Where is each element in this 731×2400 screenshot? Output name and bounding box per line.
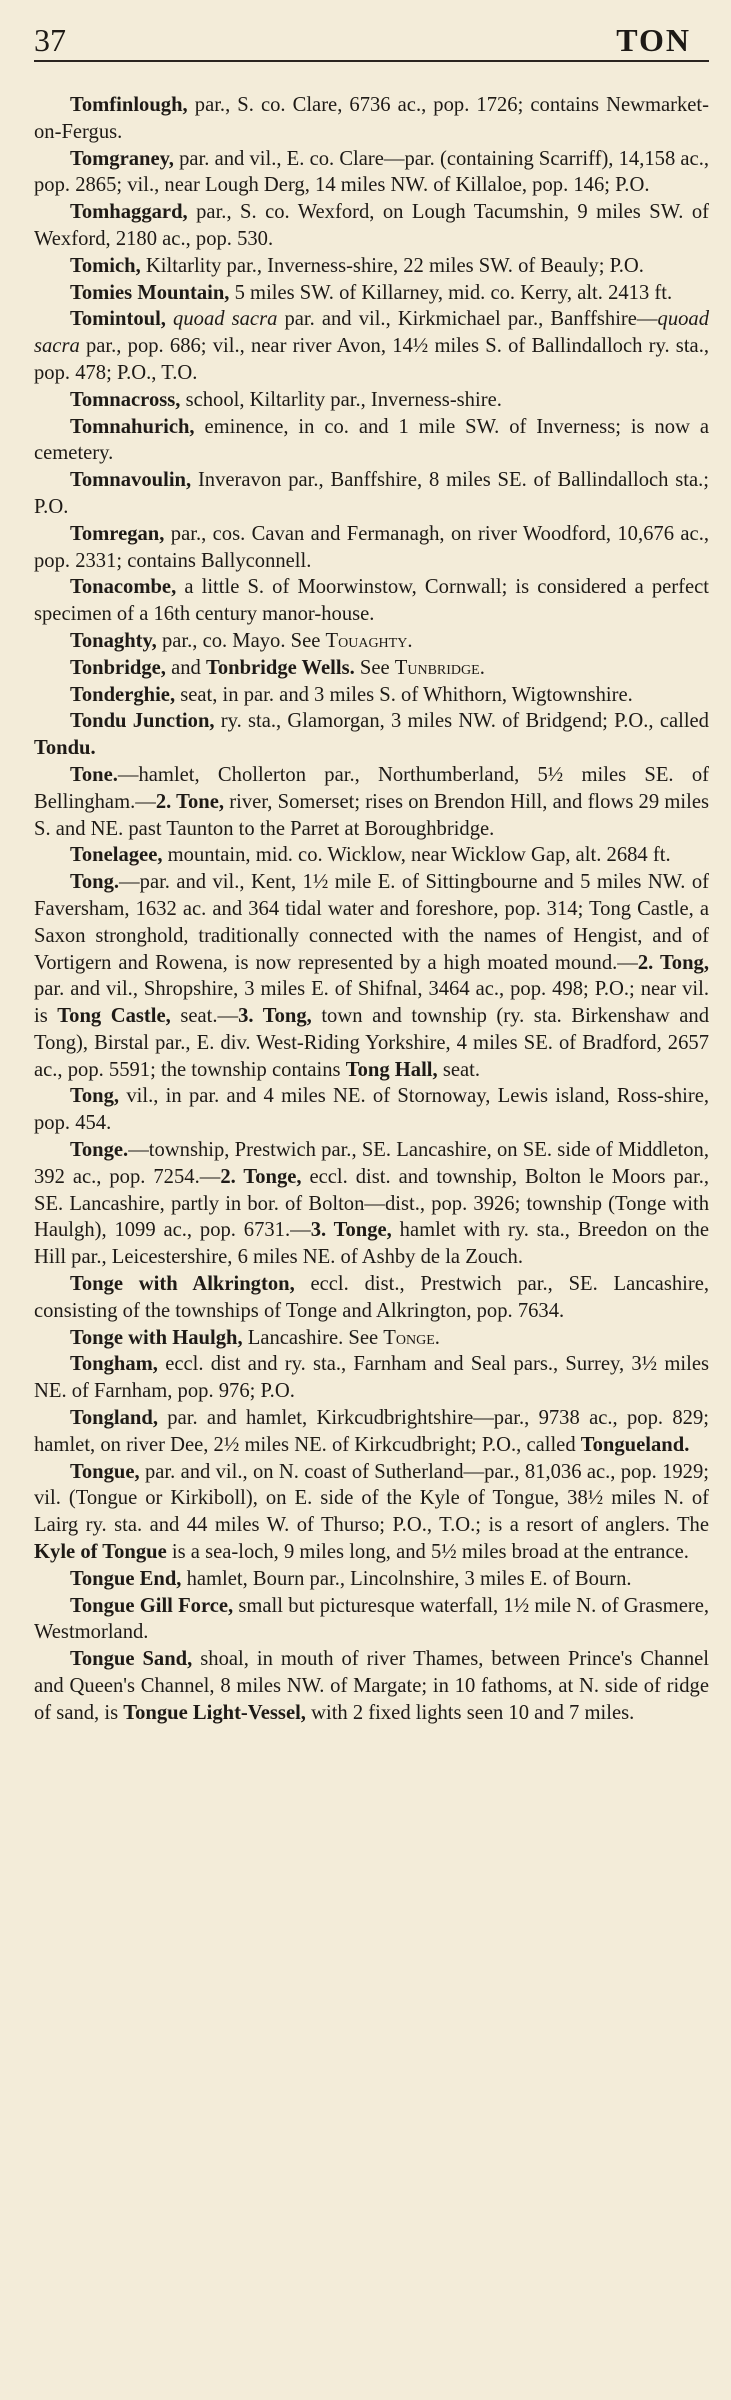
entry-headword: Tongueland. bbox=[580, 1433, 690, 1456]
entry-text: par. and vil., on N. coast of Sutherland—par., 81,036 ac., pop. 1929; vil. (Tongue or Kirkiboll), on E. side of the Kyle of Tongue, 38½ miles N. of Lairg ry. sta. and 44 miles W. of Thurso; bbox=[34, 1460, 709, 1537]
entry-headword: Tondu. bbox=[34, 737, 96, 760]
gazetteer-entry bbox=[34, 521, 709, 575]
gazetteer-entry bbox=[34, 146, 709, 200]
entry-text: is a sea-loch, 9 miles long, and 5½ miles broad at the entrance. bbox=[166, 1541, 689, 1564]
gazetteer-entry bbox=[34, 1405, 709, 1459]
entry-text: par., pop. 686; vil., near river Avon, 14½ miles S. of Ballindalloch ry. sta., pop. 478; bbox=[34, 335, 709, 384]
entry-text: hamlet with ry. sta., Breedon on the Hill par., Leicestershire, 6 miles NE. of Ashby de la Zouch. bbox=[34, 1219, 709, 1269]
entry-text: Kiltarlity par., Inverness-shire, 22 miles SW. of Beauly; bbox=[140, 254, 610, 277]
entry-text: with 2 fixed lights seen 10 and 7 miles. bbox=[305, 1701, 635, 1724]
entry-headword: Tonacombe, bbox=[70, 576, 177, 599]
page-header bbox=[34, 0, 709, 56]
entry-headword: Tong, bbox=[70, 1085, 120, 1108]
entry-text: eccl. dist and ry. sta., Farnham and Seal pars., Surrey, 3½ miles NE. of Farnham, pop. 976; bbox=[34, 1353, 709, 1403]
entry-text: mountain, mid. co. Wicklow, near Wicklow Gap, alt. 2684 ft. bbox=[162, 844, 671, 867]
entry-headword: Tonge with Alkrington, bbox=[70, 1273, 295, 1296]
entry-abbreviation: P.O. bbox=[34, 495, 69, 518]
entry-text: Inveravon par., Banffshire, 8 miles SE. of Ballindalloch sta.; bbox=[191, 469, 709, 492]
entry-text: vil., in par. and 4 miles NE. of Stornoway, Lewis island, Ross-shire, pop. 454. bbox=[34, 1085, 709, 1135]
entry-text: hamlet, Bourn par., Lincolnshire, 3 miles E. of Bourn. bbox=[181, 1567, 632, 1590]
entry-abbreviation: Touaghty. bbox=[325, 629, 413, 652]
entry-text: par. and hamlet, Kirkcudbrightshire—par., 9738 ac., pop. 829; hamlet, on river Dee, 2½ miles NE. of Kirkcudbright; bbox=[34, 1407, 709, 1456]
gazetteer-entry bbox=[34, 762, 709, 842]
entry-text: ry. sta., Glamorgan, 3 miles NW. of Bridgend; bbox=[214, 710, 615, 733]
entry-text: par. and vil., Kirkmichael par., Banffshire— bbox=[277, 308, 658, 331]
entry-text: a little S. of Moorwinstow, Cornwall; is considered a perfect specimen of a 16th century manor-house. bbox=[34, 576, 709, 626]
gazetteer-entry bbox=[34, 253, 709, 280]
entry-headword: Tomich, bbox=[70, 254, 141, 277]
entry-text: called bbox=[521, 1433, 581, 1456]
entry-text: eccl. dist., Prestwich par., SE. Lancashire, consisting of the townships of Tonge and Alkrington, pop. 7634. bbox=[34, 1273, 709, 1322]
entry-text: seat.— bbox=[170, 1005, 239, 1028]
entry-headword: Tomnavoulin, bbox=[70, 469, 192, 492]
entry-italic-text: quoad sacra bbox=[173, 308, 278, 331]
entry-abbreviation: Tonge. bbox=[383, 1326, 440, 1349]
entry-text: par., S. co. Clare, 6736 ac., pop. 1726; contains Newmarket-on-Fergus. bbox=[34, 94, 709, 143]
entry-text: par. and vil., Shropshire, 3 miles E. of Shifnal, 3464 ac., pop. 498; bbox=[34, 978, 595, 1001]
entry-text: town and township (ry. sta. Birkenshaw and Tong), Birstal par., E. div. West-Riding Yorkshire, 4 miles SE. of Bradford, 2657 ac., pop. 5591; the township contains bbox=[34, 1005, 710, 1081]
gazetteer-entry bbox=[34, 1351, 709, 1405]
entry-headword: Tonderghie, bbox=[70, 683, 176, 706]
entry-headword: Tomintoul, bbox=[70, 308, 166, 331]
page-number: 37 bbox=[34, 22, 66, 58]
entry-headword: Tongue End, bbox=[70, 1567, 182, 1590]
entry-text: shoal, in mouth of river Thames, between Prince's Channel and Queen's Channel, 8 miles NW. of Margate; in 10 fathoms, at N. side of ridge of sand, is bbox=[34, 1648, 709, 1724]
entry-text: 5 miles SW. of Killarney, mid. co. Kerry, alt. 2413 ft. bbox=[229, 281, 673, 304]
entry-text: Lancashire. See bbox=[242, 1326, 384, 1349]
entry-headword: Tomregan, bbox=[70, 522, 165, 545]
entry-text: small but picturesque waterfall, 1½ mile N. of Grasmere, Westmorland. bbox=[34, 1594, 709, 1644]
gazetteer-entry bbox=[34, 1137, 709, 1271]
entry-text: eminence, in co. and 1 mile SW. of Inverness; is now a cemetery. bbox=[34, 415, 709, 465]
entry-text: school, Kiltarlity par., Inverness-shire. bbox=[180, 388, 502, 411]
entry-headword: Tongue, bbox=[70, 1460, 140, 1483]
entry-text: —township, Prestwich par., SE. Lancashire, on SE. side of Middleton, 392 ac., pop. 7254.— bbox=[34, 1139, 709, 1188]
gazetteer-entry bbox=[34, 1325, 709, 1352]
entry-headword: Tonaghty, bbox=[70, 629, 157, 652]
entry-text: river, Somerset; rises on Brendon Hill, and flows 29 miles S. and NE. past Taunton to the Parret at Boroughbridge. bbox=[34, 790, 709, 840]
header-rule bbox=[34, 60, 709, 62]
entry-headword: Tongue Gill Force, bbox=[70, 1594, 234, 1617]
gazetteer-entry bbox=[34, 574, 709, 628]
entry-text: eccl. dist. and township, Bolton le Moors par., SE. Lancashire, partly in bor. of Bolton—dist., pop. 3926; township (Tonge with Haulgh), 1099 ac., pop. 6731.— bbox=[34, 1165, 709, 1242]
entry-text: par. and vil., E. co. Clare—par. (containing Scarriff), 14,158 ac., pop. 2865; vil., near Lough Derg, 14 miles NW. of Killaloe, pop. 146; bbox=[34, 147, 709, 197]
gazetteer-entry bbox=[34, 1459, 709, 1566]
entry-abbreviation: P.O. bbox=[260, 1380, 295, 1403]
entry-headword: Tone. bbox=[70, 763, 118, 786]
gazetteer-entry bbox=[34, 682, 709, 709]
gazetteer-entry bbox=[34, 1083, 709, 1137]
entry-headword: Tomnahurich, bbox=[70, 415, 195, 438]
entry-headword: Tonbridge Wells. bbox=[205, 656, 355, 679]
gazetteer-entry bbox=[34, 92, 709, 146]
gazetteer-entry bbox=[34, 655, 709, 682]
entry-abbreviation: P.O. bbox=[609, 254, 644, 277]
entry-headword: Tonbridge, bbox=[70, 656, 166, 679]
running-head: TON bbox=[616, 22, 691, 58]
entry-headword: Tong Castle, bbox=[57, 1005, 171, 1028]
entry-headword: 2. Tone, bbox=[155, 790, 225, 813]
entry-text: par., co. Mayo. See bbox=[156, 629, 326, 652]
entry-abbreviation: P.O., T.O. bbox=[116, 361, 198, 384]
gazetteer-entry bbox=[34, 869, 709, 1083]
entry-headword: Kyle of Tongue bbox=[34, 1541, 167, 1564]
entry-headword: Tongue Light-Vessel, bbox=[123, 1701, 306, 1724]
gazetteer-entry bbox=[34, 1566, 709, 1593]
entry-text: near vil. is bbox=[34, 978, 709, 1028]
entry-headword: Tonge. bbox=[70, 1139, 129, 1162]
entry-headword: 2. Tong, bbox=[637, 951, 709, 974]
entry-text: called bbox=[653, 710, 709, 733]
gazetteer-entry bbox=[34, 842, 709, 869]
entry-abbreviation: P.O.; bbox=[594, 978, 635, 1001]
entry-headword: Tomhaggard, bbox=[70, 201, 188, 224]
entry-headword: Tonelagee, bbox=[70, 844, 163, 867]
gazetteer-entry bbox=[34, 306, 709, 386]
entry-headword: Tonge with Haulgh, bbox=[70, 1326, 243, 1349]
entry-headword: Tomgraney, bbox=[70, 147, 174, 170]
gazetteer-entry bbox=[34, 414, 709, 468]
gazetteer-entry bbox=[34, 628, 709, 655]
gazetteer-entry bbox=[34, 387, 709, 414]
entry-headword: 2. Tonge, bbox=[220, 1165, 302, 1188]
entry-abbreviation: P.O., bbox=[614, 710, 654, 733]
entry-headword: Tongue Sand, bbox=[70, 1648, 193, 1671]
entry-text: seat. bbox=[437, 1058, 481, 1081]
entry-italic-text: quoad sacra bbox=[34, 308, 709, 358]
entry-text: —par. and vil., Kent, 1½ mile E. of Sittingbourne and 5 miles NW. of Faversham, 1632 ac. and 364 tidal water and foreshore, pop. 314; Tong Castle, a Saxon stronghold, traditionally connected with the names of Hengist, and of Vortigern and Rowena, is now represented by a high moated mound.— bbox=[34, 871, 709, 974]
entry-headword: Tong Hall, bbox=[345, 1058, 438, 1081]
gazetteer-entry bbox=[34, 280, 709, 307]
entry-headword: 3. Tong, bbox=[238, 1005, 312, 1028]
entry-text: par., cos. Cavan and Fermanagh, on river Woodford, 10,676 ac., pop. 2331; contains Ballyconnell. bbox=[34, 522, 709, 572]
entry-headword: Tongland, bbox=[70, 1407, 158, 1430]
entry-abbreviation: P.O., T.O.; bbox=[392, 1514, 482, 1537]
entry-text: is a resort of anglers. The bbox=[481, 1514, 709, 1537]
entry-list bbox=[34, 92, 709, 1727]
gazetteer-entry bbox=[34, 1646, 709, 1726]
gazetteer-entry bbox=[34, 199, 709, 253]
entry-text: See bbox=[354, 656, 395, 679]
entry-abbreviation: Tunbridge. bbox=[394, 656, 485, 679]
entry-headword: Tondu Junction, bbox=[70, 710, 215, 733]
entry-headword: Tomfinlough, bbox=[70, 94, 188, 116]
gazetteer-entry bbox=[34, 467, 709, 521]
entry-headword: Tomies Mountain, bbox=[70, 281, 230, 304]
entry-headword: Tong. bbox=[70, 871, 120, 894]
entry-text: par., S. co. Wexford, on Lough Tacumshin, 9 miles SW. of Wexford, 2180 ac., pop. 530. bbox=[34, 201, 709, 250]
gazetteer-entry bbox=[34, 708, 709, 762]
entry-headword: Tongham, bbox=[70, 1353, 158, 1376]
entry-abbreviation: P.O., bbox=[481, 1433, 522, 1456]
entry-text bbox=[166, 308, 173, 330]
gazetteer-entry bbox=[34, 1271, 709, 1325]
entry-abbreviation: P.O. bbox=[615, 174, 650, 197]
entry-text: seat, in par. and 3 miles S. of Whithorn, Wigtownshire. bbox=[175, 683, 633, 706]
entry-headword: Tomnacross, bbox=[70, 388, 181, 411]
entry-headword: 3. Tonge, bbox=[310, 1219, 392, 1242]
gazetteer-entry bbox=[34, 1593, 709, 1647]
entry-text: —hamlet, Chollerton par., Northumberland, 5½ miles SE. of Bellingham.— bbox=[34, 763, 709, 813]
entry-text: and bbox=[165, 656, 206, 679]
